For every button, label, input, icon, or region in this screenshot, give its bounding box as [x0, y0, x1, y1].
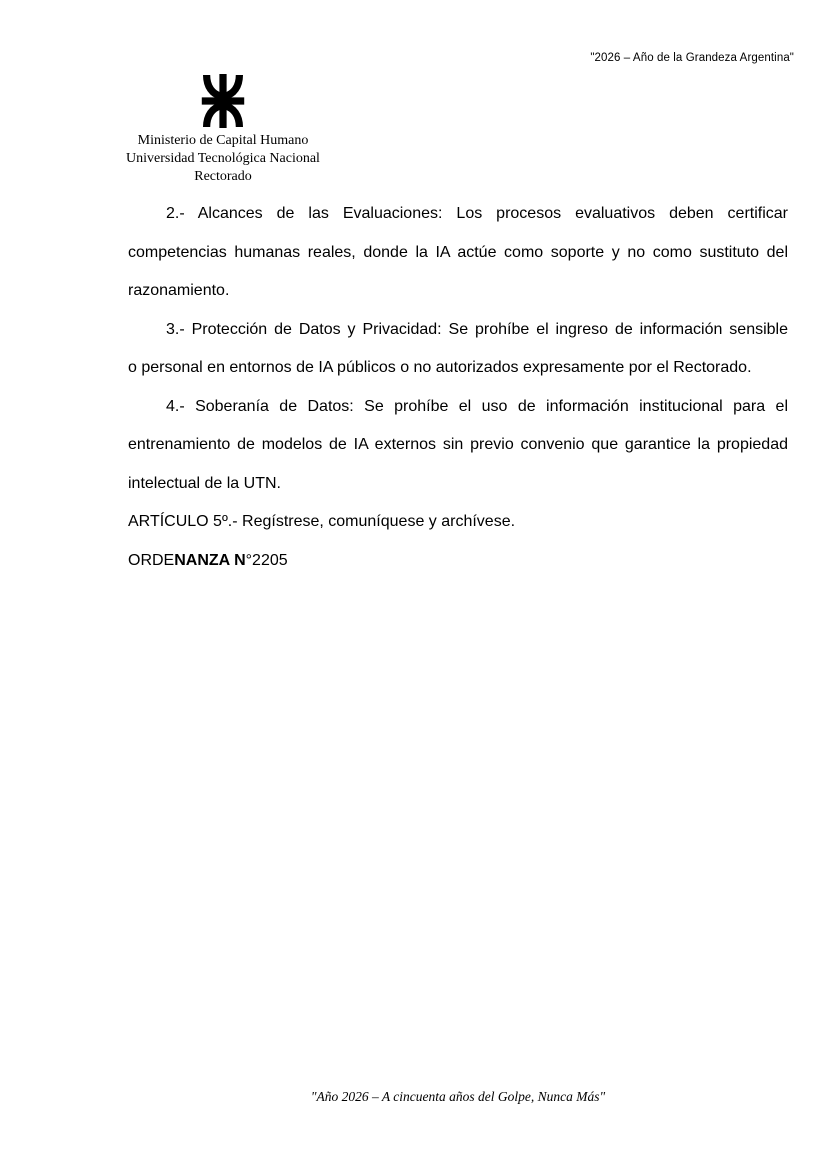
utn-logo-icon — [200, 74, 246, 128]
paragraph-4-line-2: entrenamiento de modelos de IA externos sin previo convenio que garantice la propiedad — [128, 436, 788, 453]
ordenanza-number — [128, 542, 788, 581]
letterhead-ministry: Ministerio de Capital Humano — [137, 133, 309, 148]
ordenanza-prefix: ORDE — [128, 551, 175, 569]
footer-motto: "Año 2026 – A cincuenta años del Golpe, Nunca Más" — [310, 1089, 606, 1104]
articulo-5-line: ARTÍCULO 5º.- Regístrese, comuníquese y archívese. — [128, 513, 516, 530]
ordenanza-bold-segment: NANZA N — [174, 551, 246, 569]
paragraph-2-line-1: 2.- Alcances de las Evaluaciones: Los procesos evaluativos deben certificar — [166, 205, 788, 222]
paragraph-3-line-2: o personal en entornos de IA públicos o no autorizados expresamente por el Rectorado. — [128, 359, 752, 376]
letterhead-rectorado: Rectorado — [194, 169, 252, 184]
paragraph-4-line-3: intelectual de la UTN. — [128, 474, 281, 492]
letterhead-university: Universidad Tecnológica Nacional — [126, 151, 320, 166]
paragraph-2-line-3: razonamiento. — [128, 282, 230, 299]
ordenanza-suffix: °2205 — [245, 551, 288, 569]
letterhead — [107, 74, 339, 186]
paragraph-3-line-1: 3.- Protección de Datos y Privacidad: Se prohíbe el ingreso de información sensible — [166, 320, 788, 338]
paragraph-2-line-2: competencias humanas reales, donde la IA actúe como soporte y no como sustituto del — [128, 243, 788, 261]
document-body — [128, 195, 788, 580]
paragraph-4-line-1: 4.- Soberanía de Datos: Se prohíbe el uso de información institucional para el — [166, 397, 788, 415]
year-motto: "2026 – Año de la Grandeza Argentina" — [590, 52, 794, 64]
